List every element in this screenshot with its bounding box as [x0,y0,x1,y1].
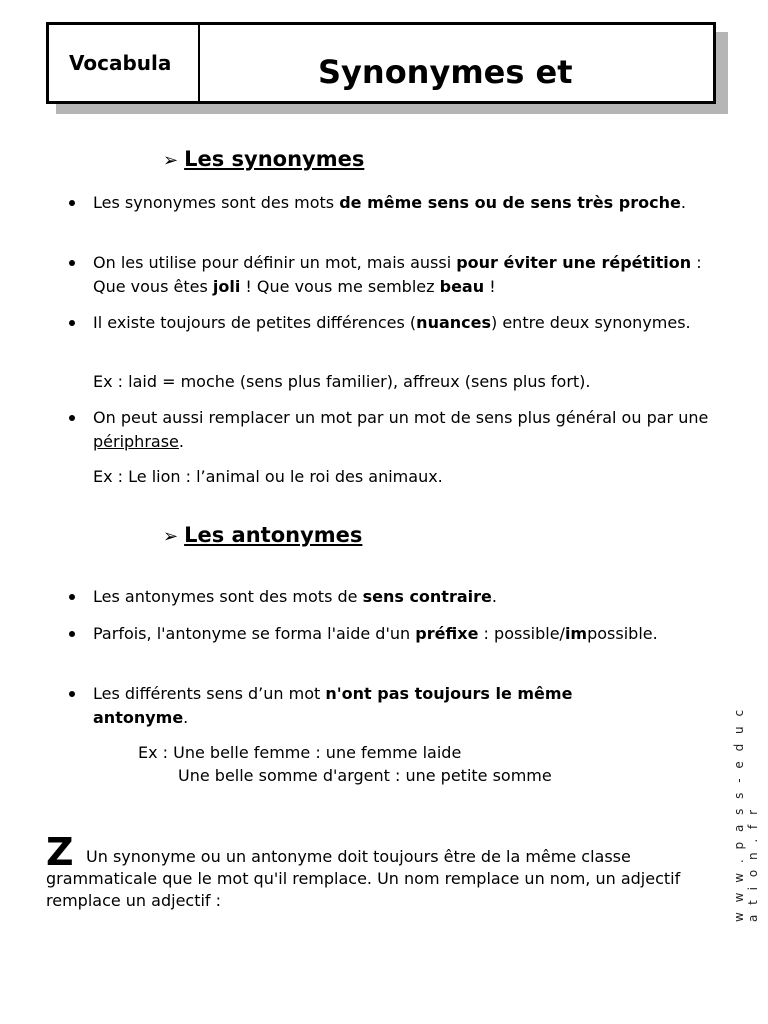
note-icon: Z [46,830,74,874]
list-item: Les synonymes sont des mots de même sens ou de sens très proche. [93,191,723,215]
bullet-icon [69,691,75,697]
list-item: Il existe toujours de petites différences (nuances) entre deux synonymes. [93,311,723,335]
arrow-bullet-icon: ➢ [163,526,179,547]
header-subject: Vocabula [49,25,200,101]
bullet-icon [69,631,75,637]
bullet-icon [69,594,75,600]
example-text: Ex : Une belle femme : une femme laide [138,743,462,762]
section-title-synonymes: ➢ Les synonymes [163,147,365,171]
example-text: Une belle somme d'argent : une petite somme [178,766,552,785]
list-item: Les différents sens d’un mot n'ont pas toujours le même antonyme. [93,682,653,730]
header-box [46,22,716,104]
list-item: On peut aussi remplacer un mot par un mot de sens plus général ou par une périphrase. [93,406,723,454]
arrow-bullet-icon: ➢ [163,150,179,171]
bullet-icon [69,415,75,421]
watermark: w w w . p a s s - e d u c a t i o n . f r [732,706,760,922]
section-title-antonymes: ➢ Les antonymes [163,523,363,547]
bullet-icon [69,200,75,206]
example-text: Ex : laid = moche (sens plus familier), affreux (sens plus fort). [93,372,591,391]
list-item: On les utilise pour définir un mot, mais aussi pour éviter une répétition : Que vous êtes joli ! Que vous me semblez beau ! [93,251,723,299]
note-text: Un synonyme ou un antonyme doit toujours être de la même classe grammaticale que le mot qu'il remplace. Un nom remplace un nom, un adjectif remplace un adjectif : [46,847,681,910]
example-text: Ex : Le lion : l’animal ou le roi des animaux. [93,467,443,486]
bullet-icon [69,260,75,266]
list-item: Les antonymes sont des mots de sens contraire. [93,585,723,609]
page-title: Synonymes et [318,53,573,91]
list-item: Parfois, l'antonyme se forma l'aide d'un préfixe : possible/impossible. [93,622,723,646]
bullet-icon [69,320,75,326]
